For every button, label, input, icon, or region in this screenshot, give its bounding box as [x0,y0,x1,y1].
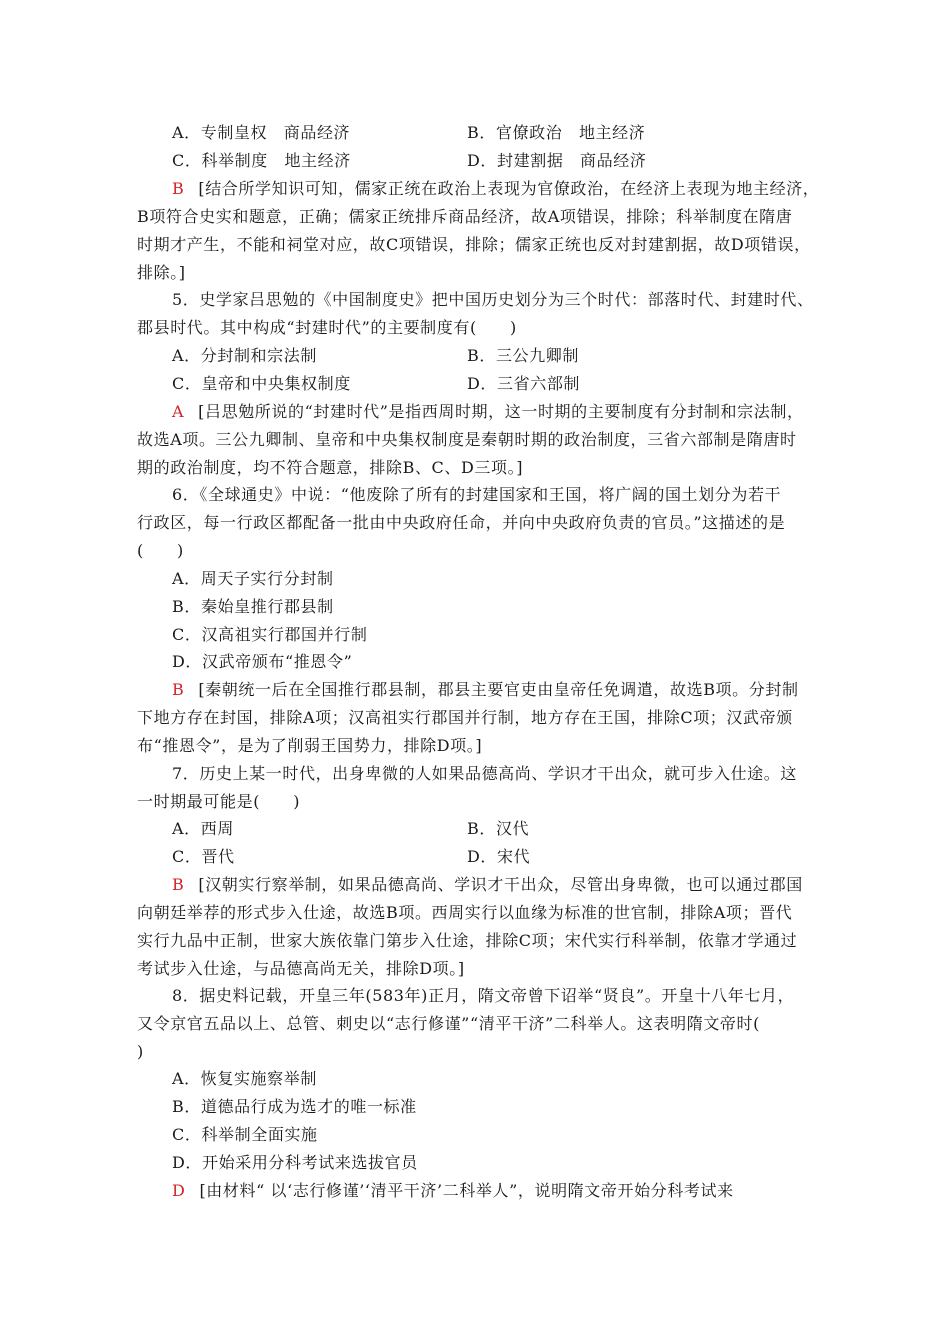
q6-explanation-line-2: 下地方存在封国，排除A项；汉高祖实行郡国并行制，地方存在王国，排除C项；汉武帝颁 [137,708,793,727]
q6-stem-line-3: ( ) [137,541,184,560]
q5-option-b: B．三公九卿制 [467,346,579,365]
q5-explanation-line-1: A [吕思勉所说的“封建时代”是指西周时期，这一时期的主要制度有分封制和宗法制， [172,402,804,421]
q4-explanation-line-1: B [结合所学知识可知，儒家正统在政治上表现为官僚政治，在经济上表现为地主经济， [172,179,820,198]
q7-option-d: D．宋代 [467,847,531,866]
q4-answer-letter: B [172,179,185,198]
q7-option-b: B．汉代 [467,819,530,838]
q7-stem-line-1: 7．历史上某一时代，出身卑微的人如果品德高尚、学识才干出众，就可步入仕途。这 [172,764,797,783]
q4-explanation-line-4: 排除。] [137,263,186,282]
q8-stem-line-1: 8．据史料记载，开皇三年(583年)正月，隋文帝曾下诏举“贤良”。开皇十八年七月， [172,986,795,1005]
q5-answer-letter: A [172,402,185,421]
q4-explanation-line-3: 时期才产生，不能和祠堂对应，故C项错误，排除；儒家正统也反对封建割据，故D项错误， [137,235,811,254]
q6-explanation-line-3: 布“推恩令”，是为了削弱王国势力，排除D项。] [137,736,483,755]
q7-answer-letter: B [172,875,185,894]
q7-explanation-line-1: B [汉朝实行察举制，如果品德高尚、学识才干出众，尽管出身卑微，也可以通过郡国 [172,875,803,894]
q6-stem-line-1: 6．《全球通史》中说：“他废除了所有的封建国家和王国，将广阔的国土划分为若干 [172,485,782,504]
q8-stem-line-2: 又令京官五品以上、总管、刺史以“志行修谨”“清平干济”二科举人。这表明隋文帝时( [137,1014,760,1033]
q8-answer-letter: D [172,1181,186,1200]
q6-option-a: A．周天子实行分封制 [172,569,334,588]
q5-explanation-line-3: 期的政治制度，均不符合题意，排除B、C、D三项。] [137,458,524,477]
q5-option-c: C．皇帝和中央集权制度 [172,374,351,393]
q6-option-c: C．汉高祖实行郡国并行制 [172,625,368,644]
q8-explanation-line-1: D [由材料“ 以‘志行修谨’‘清平干济’二科举人”，说明隋文帝开始分科考试来 [172,1181,734,1200]
q5-explanation-line-2: 故选A项。三公九卿制、皇帝和中央集权制度是秦朝时期的政治制度，三省六部制是隋唐时 [137,430,797,449]
q4-option-a: A．专制皇权 商品经济 [172,123,351,142]
q7-explanation-line-3: 实行九品中正制，世家大族依靠门第步入仕途，排除C项；宋代实行科举制，依靠才学通过 [137,931,798,950]
q6-option-d: D．汉武帝颁布“推恩令” [172,652,353,671]
q4-option-d: D．封建割据 商品经济 [467,151,647,170]
q7-explanation-line-4: 考试步入仕途，与品德高尚无关，排除D项。] [137,959,465,978]
q7-option-a: A．西周 [172,819,234,838]
q5-option-a: A．分封制和宗法制 [172,346,317,365]
q8-stem-line-3: ) [137,1042,144,1061]
q4-explanation-line-2: B项符合史实和题意，正确；儒家正统排斥商品经济，故A项错误，排除；科举制度在隋唐 [137,207,793,226]
q4-option-c: C．科举制度 地主经济 [172,151,351,170]
q8-option-c: C．科举制全面实施 [172,1125,318,1144]
q8-option-d: D．开始采用分科考试来选拔官员 [172,1153,418,1172]
q6-answer-letter: B [172,680,185,699]
q5-stem-line-1: 5．史学家吕思勉的《中国制度史》把中国历史划分为三个时代：部落时代、封建时代、 [172,290,814,309]
q5-option-d: D．三省六部制 [467,374,581,393]
q8-option-a: A．恢复实施察举制 [172,1069,317,1088]
q7-explanation-line-2: 向朝廷举荐的形式步入仕途，故选B项。西周实行以血缘为标准的世官制，排除A项；晋代 [137,903,793,922]
q6-option-b: B．秦始皇推行郡县制 [172,597,334,616]
q7-option-c: C．晋代 [172,847,235,866]
q6-explanation-line-1: B [秦朝统一后在全国推行郡县制，郡县主要官吏由皇帝任免调遣，故选B项。分封制 [172,680,799,699]
q6-stem-line-2: 行政区，每一行政区都配备一批由中央政府任命，并向中央政府负责的官员。”这描述的是 [137,513,786,532]
q8-option-b: B．道德品行成为选才的唯一标准 [172,1097,417,1116]
q4-option-b: B．官僚政治 地主经济 [467,123,646,142]
q7-stem-line-2: 一时期最可能是( ) [137,792,301,811]
q5-stem-line-2: 郡县时代。其中构成“封建时代”的主要制度有( ) [137,318,517,337]
